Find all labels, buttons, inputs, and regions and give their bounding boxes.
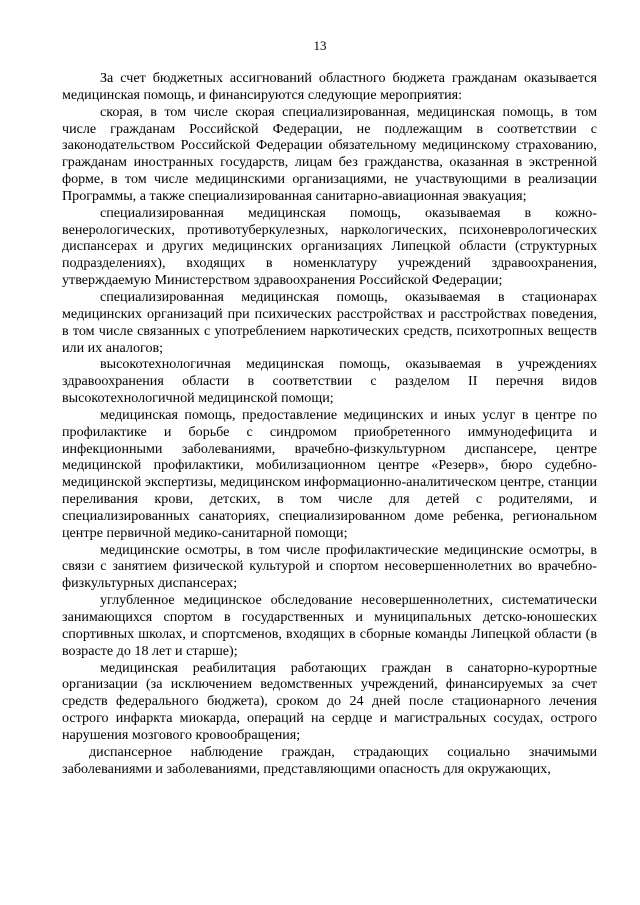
paragraph-rehabilitation: медицинская реабилитация работающих граждан в санаторно-курортные организации (за исключением ведомственных учреждений, финансируемых за счет средств федерального бюджета), сроком до 24 дней после стационарного лечения острого инфаркта миокарда, операций на сердце и магистральных сосудах, острого нарушения мозгового кровообращения; [62,659,597,743]
page-number: 13 [313,38,327,53]
paragraph-high-tech-care: высокотехнологичная медицинская помощь, оказываемая в учреждениях здравоохранения области в соответствии с разделом II перечня видов высокотехнологичной медицинской помощи; [62,356,597,407]
paragraph-medical-services: медицинская помощь, предоставление медицинских и иных услуг в центре по профилактике и борьбе с синдромом приобретенного иммунодефицита и инфекционными заболеваниями, врачебно-физкультурном диспансере, центре медицинской профилактики, мобилизационном центре «Резерв», бюро судебно-медицинской экспертизы, медицинском информационно-аналитическом центре, станции переливания крови, детских, в том числе для детей с родителями, и специализированных санаториях, специализированном доме ребенка, региональном центре первичной медико-санитарной помощи; [62,406,597,541]
paragraph-medical-examinations: медицинские осмотры, в том числе профилактические медицинские осмотры, в связи с занятием физической культурой и спортом несовершеннолетних во врачебно-физкультурных диспансерах; [62,541,597,592]
paragraph-dispensary-observation: диспансерное наблюдение граждан, страдающих социально значимыми заболеваниями и заболеваниями, представляющими опасность для окружающих, [62,743,597,777]
paragraph-in-depth-examination: углубленное медицинское обследование несовершеннолетних, систематически занимающихся спортом в государственных и муниципальных детско-юношеских спортивных школах, и спортсменов, входящих в сборные команды Липецкой области (в возрасте до 18 лет и старше); [62,592,597,659]
paragraph-intro: За счет бюджетных ассигнований областного бюджета гражданам оказывается медицинская помощь, и финансируются следующие мероприятия: [62,70,597,103]
document-body [62,70,597,777]
paragraph-emergency-care: скорая, в том числе скорая специализированная, медицинская помощь, в том числе гражданам Российской Федерации, не подлежащим в соответствии с законодательством Российской Федерации обязательному медицинскому страхованию, гражданам иностранных государств, лицам без гражданства, оказанная в экстренной форме, в том числе медицинскими организациями, не участвующими в реализации Программы, а также специализированная санитарно-авиационная эвакуация; [62,103,597,204]
paragraph-psychiatric-care: специализированная медицинская помощь, оказываемая в стационарах медицинских организаций при психических расстройствах и расстройствах поведения, в том числе связанных с употреблением наркотических средств, психотропных веществ или их аналогов; [62,288,597,356]
paragraph-specialized-dispensary-care: специализированная медицинская помощь, оказываемая в кожно-венерологических, противотуберкулезных, наркологических, психоневрологических диспансерах и других медицинских организациях Липецкой области (структурных подразделениях), входящих в номенклатуру учреждений здравоохранения, утверждаемую Министерством здравоохранения Российской Федерации; [62,204,597,289]
